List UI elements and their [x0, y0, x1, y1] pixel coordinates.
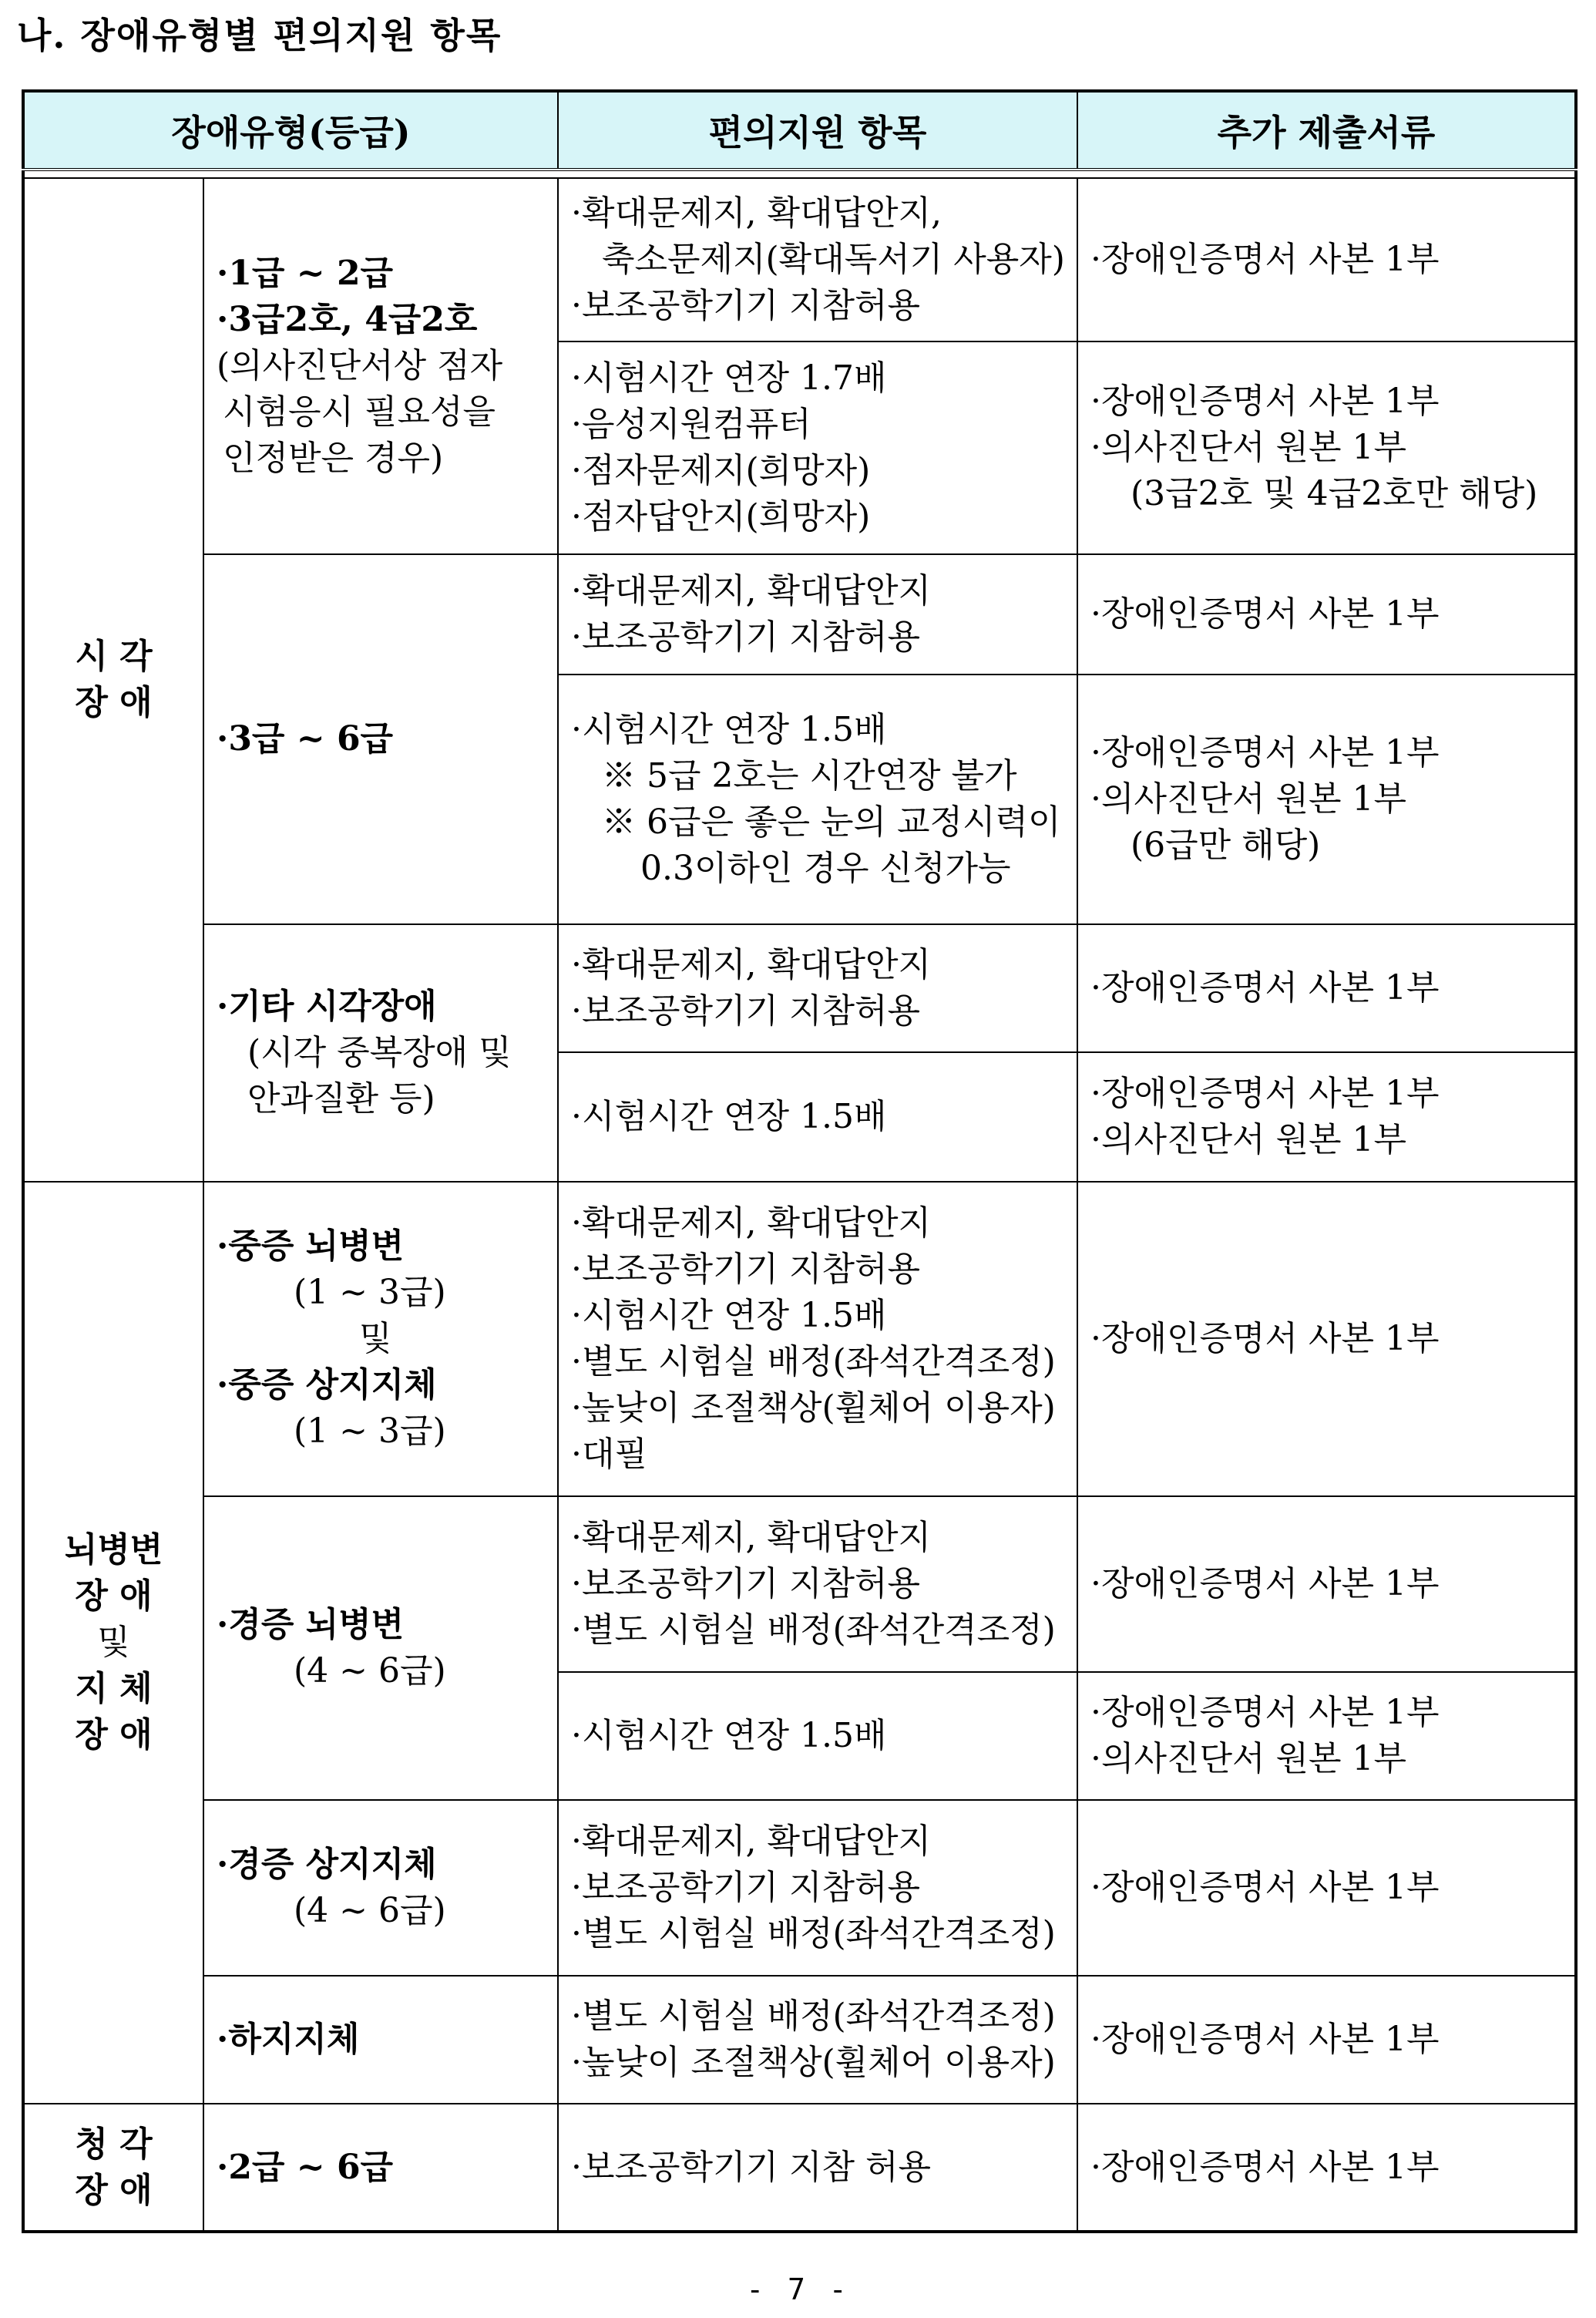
items-visual-1b: ·시험시간 연장 1.7배 ·음성지원컴퓨터 ·점자문제지(희망자) ·점자답안지(희망자) [558, 341, 1077, 554]
header-type: 장애유형(등급) [23, 91, 558, 170]
grade-visual-1: ·1급 ~ 2급 ·3급2호, 4급2호 (의사진단서상 점자 시험응시 필요성을 인정받은 경우) [203, 178, 558, 554]
docs-visual-3a: ·장애인증명서 사본 1부 [1077, 924, 1576, 1052]
items-visual-2a: ·확대문제지, 확대답안지 ·보조공학기기 지참허용 [558, 554, 1077, 675]
grade-brain-3: ·경증 상지지체 (4 ~ 6급) [203, 1800, 558, 1976]
support-table [22, 89, 1574, 2220]
docs-brain-4: ·장애인증명서 사본 1부 [1077, 1976, 1576, 2104]
items-visual-3b: ·시험시간 연장 1.5배 [558, 1052, 1077, 1182]
grade-visual-2: ·3급 ~ 6급 [203, 554, 558, 924]
items-visual-1a: ·확대문제지, 확대답안지, 축소문제지(확대독서기 사용자) ·보조공학기기 지참허용 [558, 178, 1077, 341]
items-brain-1: ·확대문제지, 확대답안지 ·보조공학기기 지참허용 ·시험시간 연장 1.5배 ·별도 시험실 배정(좌석간격조정) ·높낮이 조절책상(휠체어 이용자) ·대필 [558, 1182, 1077, 1496]
header-docs: 추가 제출서류 [1077, 91, 1576, 170]
grade-visual-3: ·기타 시각장애 (시각 중복장애 및 안과질환 등) [203, 924, 558, 1182]
page-number: - 7 - [746, 2273, 850, 2306]
grade-brain-2: ·경증 뇌병변 (4 ~ 6급) [203, 1496, 558, 1800]
docs-brain-3: ·장애인증명서 사본 1부 [1077, 1800, 1576, 1976]
docs-visual-2a: ·장애인증명서 사본 1부 [1077, 554, 1576, 675]
docs-visual-2b: ·장애인증명서 사본 1부 ·의사진단서 원본 1부 (6급만 해당) [1077, 675, 1576, 924]
items-brain-2a: ·확대문제지, 확대답안지 ·보조공학기기 지참허용 ·별도 시험실 배정(좌석간격조정) [558, 1496, 1077, 1672]
grade-brain-1: ·중증 뇌병변 (1 ~ 3급) 및 ·중증 상지지체 (1 ~ 3급) [203, 1182, 558, 1496]
docs-brain-2b: ·장애인증명서 사본 1부 ·의사진단서 원본 1부 [1077, 1672, 1576, 1800]
category-brain-limb: 뇌병변 장 애 및 지 체 장 애 [23, 1182, 203, 2104]
docs-visual-1a: ·장애인증명서 사본 1부 [1077, 178, 1576, 341]
category-visual: 시 각 장 애 [23, 178, 203, 1182]
items-hearing-1: ·보조공학기기 지참 허용 [558, 2104, 1077, 2232]
items-visual-2b: ·시험시간 연장 1.5배 ※ 5급 2호는 시간연장 불가 ※ 6급은 좋은 눈의 교정시력이 0.3이하인 경우 신청가능 [558, 675, 1077, 924]
docs-hearing-1: ·장애인증명서 사본 1부 [1077, 2104, 1576, 2232]
docs-visual-3b: ·장애인증명서 사본 1부 ·의사진단서 원본 1부 [1077, 1052, 1576, 1182]
section-heading: 나. 장애유형별 편의지원 항목 [17, 15, 502, 56]
items-visual-3a: ·확대문제지, 확대답안지 ·보조공학기기 지참허용 [558, 924, 1077, 1052]
grade-hearing-1: ·2급 ~ 6급 [203, 2104, 558, 2232]
docs-visual-1b: ·장애인증명서 사본 1부 ·의사진단서 원본 1부 (3급2호 및 4급2호만 해당) [1077, 341, 1576, 554]
docs-brain-1: ·장애인증명서 사본 1부 [1077, 1182, 1576, 1496]
items-brain-2b: ·시험시간 연장 1.5배 [558, 1672, 1077, 1800]
items-brain-4: ·별도 시험실 배정(좌석간격조정) ·높낮이 조절책상(휠체어 이용자) [558, 1976, 1077, 2104]
docs-brain-2a: ·장애인증명서 사본 1부 [1077, 1496, 1576, 1672]
header-items: 편의지원 항목 [558, 91, 1077, 170]
grade-brain-4: ·하지지체 [203, 1976, 558, 2104]
category-hearing: 청 각 장 애 [23, 2104, 203, 2232]
items-brain-3: ·확대문제지, 확대답안지 ·보조공학기기 지참허용 ·별도 시험실 배정(좌석간격조정) [558, 1800, 1077, 1976]
